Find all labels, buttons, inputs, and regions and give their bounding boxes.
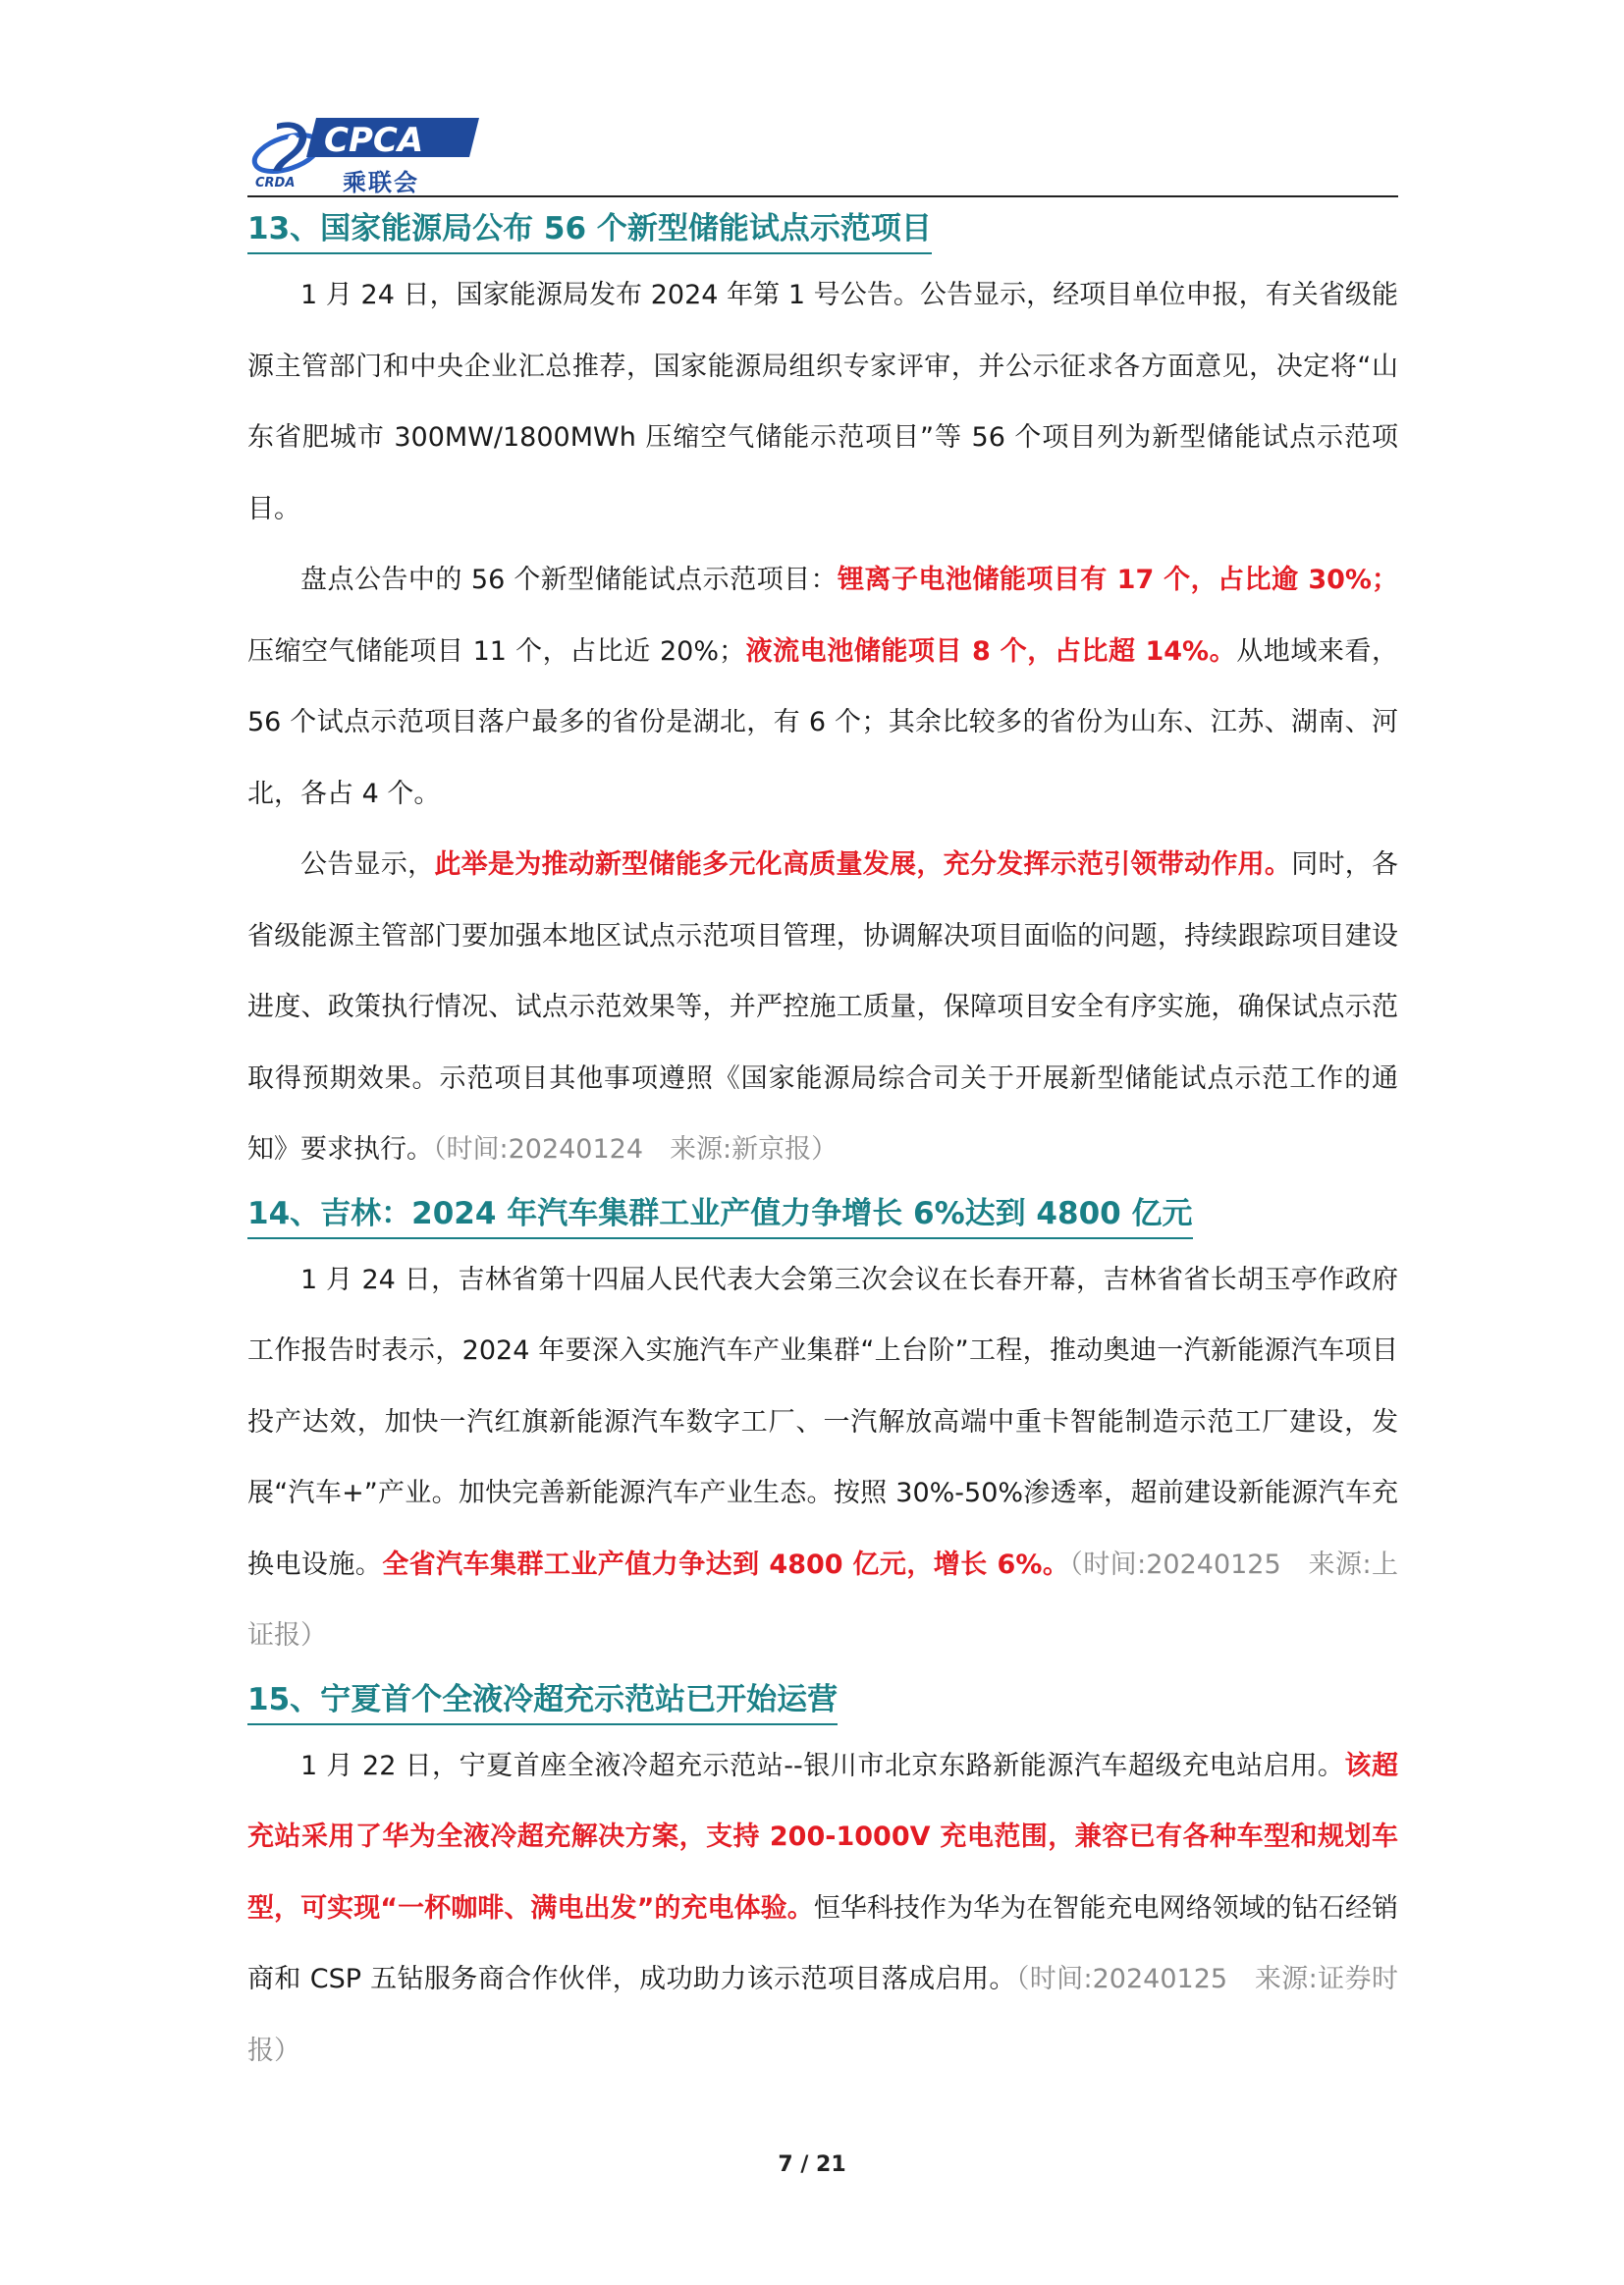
emphasis-text: 锂离子电池储能项目有 17 个，占比逾 30%； bbox=[838, 565, 1398, 595]
text-run: 压缩空气储能项目 11 个，占比近 20%； bbox=[247, 635, 746, 667]
svg-text:CRDA: CRDA bbox=[255, 176, 296, 190]
section-13 bbox=[247, 205, 1398, 260]
emphasis-text: 该超充站采用了华为全液冷超充解决方案，支持 200-1000V 充电范围，兼容已有各种车型和规划车型，可实现“一杯咖啡、满电出发”的充电体验。 bbox=[247, 1750, 1398, 1924]
svg-text:CPCA: CPCA bbox=[324, 121, 424, 160]
emphasis-text: 此举是为推动新型储能多元化高质量发展，充分发挥示范引领带动作用。 bbox=[434, 849, 1292, 880]
text-run: 从地域来看，56 个试点示范项目落户最多的省份是湖北，有 6 个；其余比较多的省份为山东、江苏、湖南、河北，各占 4 个。 bbox=[247, 635, 1398, 809]
source-note: （时间:20240124 来源:新京报） bbox=[433, 1134, 839, 1165]
page-header bbox=[247, 110, 1398, 196]
text-run: 1 月 22 日，宁夏首座全液冷超充示范站--银川市北京东路新能源汽车超级充电站启用。 bbox=[300, 1750, 1345, 1781]
text-run: 盘点公告中的 56 个新型储能试点示范项目： bbox=[300, 565, 839, 595]
section-title: 14、吉林：2024 年汽车集群工业产值力争增长 6%达到 4800 亿元 bbox=[247, 1190, 1193, 1239]
text-run: 1 月 24 日，吉林省第十四届人民代表大会第三次会议在长春开幕，吉林省省长胡玉亭作政府工作报告时表示，2024 年要深入实施汽车产业集群“上台阶”工程，推动奥迪一汽新能源汽车项目投产达效，加快一汽红旗新能源汽车数字工厂、一汽解放高端中重卡智能制造示范工厂建设，发展“汽车+”产业。加快完善新能源汽车产业生态。按照 30%-50%渗透率，超前建设新能源汽车充换电设施。 bbox=[247, 1264, 1398, 1580]
text-run: 公告显示， bbox=[300, 849, 435, 880]
emphasis-text: 全省汽车集群工业产值力争达到 4800 亿元，增长 6%。 bbox=[382, 1549, 1070, 1580]
section-14 bbox=[247, 1190, 1398, 1245]
logo-chinese-text: 乘联会 bbox=[343, 169, 419, 196]
source-note: （时间:20240125 来源:上证报） bbox=[247, 1549, 1399, 1651]
source-note: （时间:20240125 来源:证券时报） bbox=[247, 1964, 1398, 2066]
text-run: 恒华科技作为华为在智能充电网络领域的钻石经销商和 CSP 五钻服务商合作伙伴，成功助力该示范项目落成启用。 bbox=[247, 1892, 1399, 1994]
header-divider bbox=[247, 195, 1398, 197]
paragraph bbox=[247, 830, 1398, 1186]
paragraph: 1 月 24 日，国家能源局发布 2024 年第 1 号公告。公告显示，经项目单位申报，有关省级能源主管部门和中央企业汇总推荐，国家能源局组织专家评审，并公示征求各方面意见，决定将“山东省肥城市 300MW/1800MWh 压缩空气储能示范项目”等 56 个项目列为新型储能试点示范项目。 bbox=[247, 280, 1398, 524]
page-number: 7 / 21 bbox=[778, 2152, 846, 2177]
section-15 bbox=[247, 1676, 1398, 1731]
article-content bbox=[247, 201, 1398, 2087]
section-title: 13、国家能源局公布 56 个新型储能试点示范项目 bbox=[247, 205, 932, 254]
emphasis-text: 液流电池储能项目 8 个，占比超 14%。 bbox=[745, 635, 1237, 667]
paragraph bbox=[247, 1731, 1398, 2088]
paragraph bbox=[247, 545, 1398, 830]
text-run: 同时，各省级能源主管部门要加强本地区试点示范项目管理，协调解决项目面临的问题，持续跟踪项目建设进度、政策执行情况、试点示范效果等，并严控施工质量，保障项目安全有序实施，确保试点示范取得预期效果。示范项目其他事项遵照《国家能源局综合司关于开展新型储能试点示范工作的通知》要求执行。 bbox=[247, 849, 1399, 1165]
paragraph bbox=[247, 1245, 1398, 1672]
section-title: 15、宁夏首个全液冷超充示范站已开始运营 bbox=[247, 1676, 838, 1725]
